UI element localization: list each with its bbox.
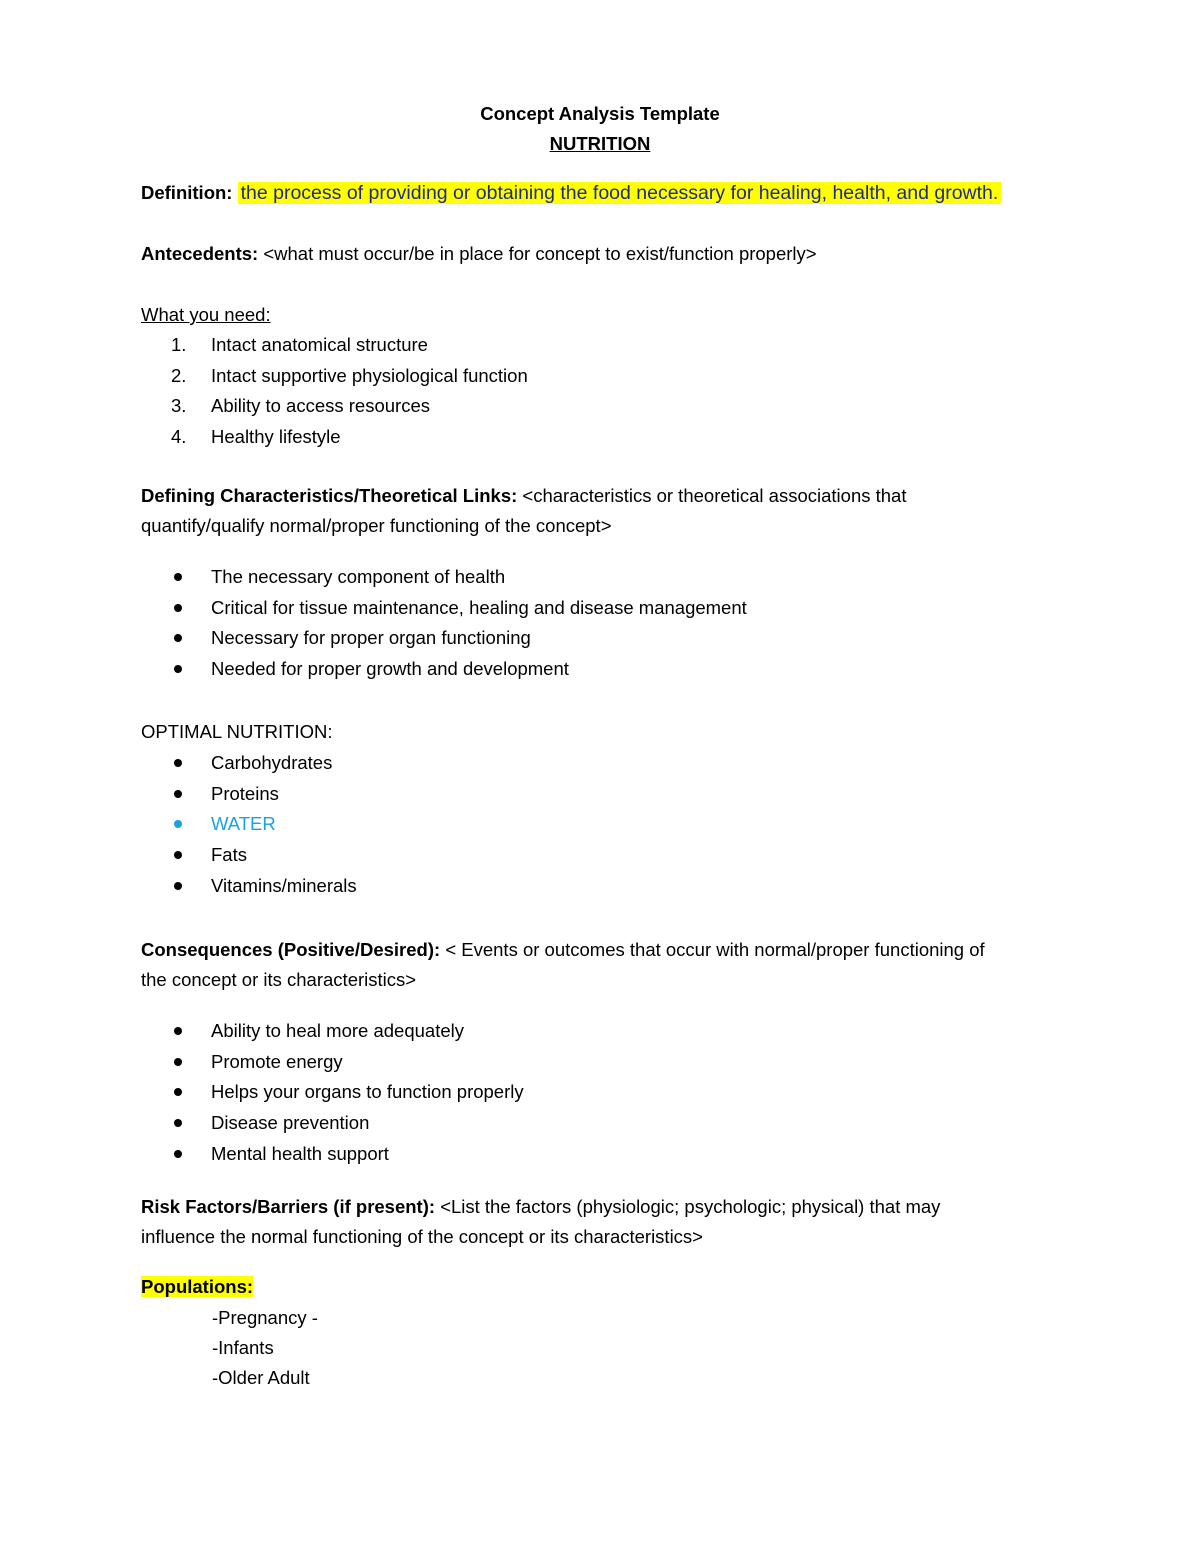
definition-text: the process of providing or obtaining the food necessary for healing, health, and growth. [238, 182, 1002, 204]
bullet-icon [174, 1150, 182, 1158]
list-item-text: Critical for tissue maintenance, healing and disease management [211, 596, 747, 618]
document-subtitle: NUTRITION [549, 133, 651, 154]
consequences-text2: the concept or its characteristics> [141, 969, 417, 990]
list-item [141, 1110, 524, 1141]
list-item-text: Intact anatomical structure [211, 334, 428, 355]
list-item [141, 656, 747, 687]
bullet-icon [174, 1027, 182, 1035]
bullet-icon [174, 759, 182, 767]
list-item-text: Healthy lifestyle [211, 426, 341, 448]
definition-line [141, 180, 1001, 206]
optimal-nutrition-list [141, 750, 357, 903]
risk-factors-label: Risk Factors/Barriers (if present): [141, 1196, 436, 1217]
list-item-text: Helps your organs to function properly [211, 1081, 524, 1103]
risk-factors-line1 [141, 1194, 940, 1220]
list-item [141, 363, 528, 394]
bullet-icon [174, 1119, 182, 1127]
list-item-text: Proteins [211, 782, 279, 804]
antecedents-line [141, 241, 817, 267]
risk-factors-text2: influence the normal functioning of the concept or its characteristics> [141, 1226, 703, 1247]
list-item-text: Promote energy [211, 1050, 343, 1072]
list-item [141, 564, 747, 595]
bullet-icon [174, 1088, 182, 1096]
list-number: 3. [171, 395, 187, 417]
list-item-text: Mental health support [211, 1142, 389, 1164]
consequences-label: Consequences (Positive/Desired): [141, 939, 441, 960]
list-item-text: The necessary component of health [211, 566, 506, 587]
list-item-text: Ability to heal more adequately [211, 1020, 464, 1041]
defining-characteristics-text2: quantify/qualify normal/proper functioning of the concept> [141, 515, 612, 536]
list-item [141, 1079, 524, 1110]
populations-label: Populations: [141, 1276, 254, 1297]
bullet-icon [174, 665, 182, 673]
list-number: 2. [171, 364, 187, 386]
defining-characteristics-label: Defining Characteristics/Theoretical Links: [141, 485, 518, 506]
bullet-icon [174, 882, 182, 890]
antecedents-text: <what must occur/be in place for concept to exist/function properly> [263, 243, 817, 264]
list-item [141, 842, 357, 873]
list-item [141, 873, 357, 904]
defining-characteristics-line1 [141, 483, 906, 509]
list-item-text: WATER [211, 813, 276, 835]
population-item: -Pregnancy - [212, 1307, 318, 1328]
list-item-text: Intact supportive physiological function [211, 364, 528, 386]
bullet-icon [174, 634, 182, 642]
bullet-icon [174, 1058, 182, 1066]
list-item [141, 625, 747, 656]
risk-factors-text1: <List the factors (physiologic; psychologic; physical) that may [440, 1196, 941, 1217]
list-item [141, 1049, 524, 1080]
list-item [141, 424, 528, 455]
bullet-icon [174, 573, 182, 581]
list-item [141, 1018, 524, 1049]
list-item-text: Fats [211, 844, 247, 866]
bullet-icon [174, 604, 182, 612]
consequences-text1: < Events or outcomes that occur with normal/proper functioning of [445, 939, 985, 960]
what-you-need-list [141, 332, 528, 455]
list-item [141, 1141, 524, 1172]
bullet-icon [174, 851, 182, 859]
population-item: -Infants [212, 1337, 274, 1358]
list-item-text: Needed for proper growth and development [211, 658, 569, 680]
list-item-text: Vitamins/minerals [211, 874, 357, 896]
list-item [141, 332, 528, 363]
populations-heading [141, 1274, 253, 1300]
list-item-text: Carbohydrates [211, 752, 333, 773]
list-number: 4. [171, 426, 187, 448]
consequences-list [141, 1018, 524, 1171]
list-item-text: Necessary for proper organ functioning [211, 627, 531, 649]
antecedents-label: Antecedents: [141, 243, 259, 264]
list-item-text: Ability to access resources [211, 395, 431, 417]
list-item-text: Disease prevention [211, 1112, 370, 1134]
optimal-nutrition-heading: OPTIMAL NUTRITION: [141, 721, 333, 742]
bullet-icon [174, 820, 182, 828]
defining-characteristics-text1: <characteristics or theoretical associations that [522, 485, 907, 506]
consequences-line1 [141, 937, 985, 963]
defining-characteristics-list [141, 564, 747, 687]
population-item: -Older Adult [212, 1367, 310, 1388]
definition-label: Definition: [141, 182, 233, 203]
list-item [141, 750, 357, 781]
what-you-need-heading: What you need: [141, 304, 271, 325]
list-item [141, 393, 528, 424]
list-item-water [141, 811, 357, 842]
list-item [141, 781, 357, 812]
bullet-icon [174, 790, 182, 798]
list-item [141, 595, 747, 626]
document-title: Concept Analysis Template [480, 103, 720, 124]
list-number: 1. [171, 334, 187, 355]
